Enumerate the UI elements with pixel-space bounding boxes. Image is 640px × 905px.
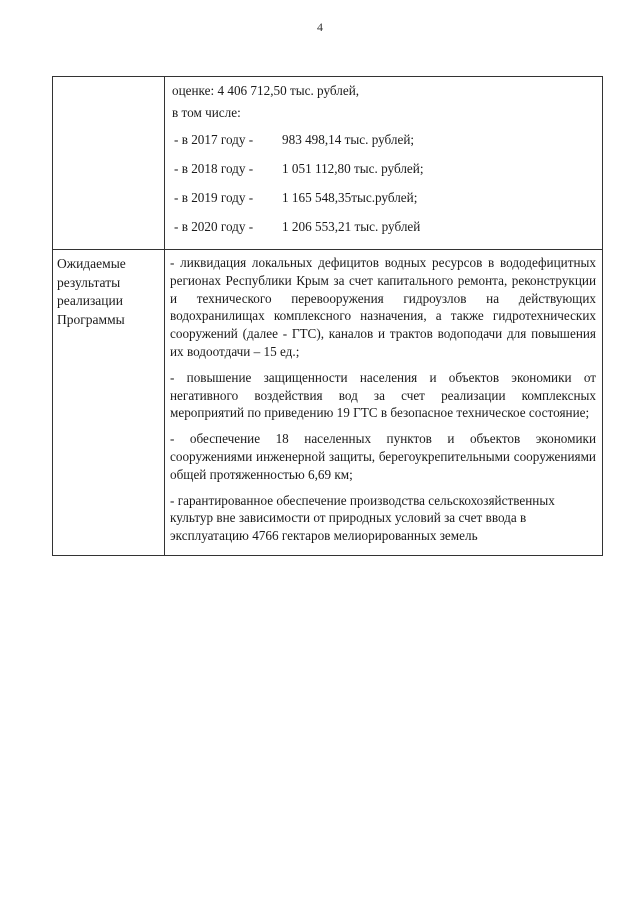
funding-label-cell bbox=[53, 77, 165, 250]
funding-year-label: - в 2020 году - bbox=[174, 218, 254, 234]
funding-year-amount: 1 206 553,21 тыс. рублей bbox=[282, 218, 421, 234]
result-item: - гарантированное обеспечение производства сельскохозяйственных культур вне зависимости от природных условий за счет ввода в эксплуатацию 4766 гектаров мелиорированных земель bbox=[170, 492, 555, 544]
funding-year-label: - в 2017 году - bbox=[174, 131, 254, 147]
funding-year-amount: 1 051 112,80 тыс. рублей; bbox=[282, 160, 424, 176]
funding-cell bbox=[165, 77, 603, 250]
funding-year-row bbox=[172, 183, 596, 212]
funding-year-amount: 983 498,14 тыс. рублей; bbox=[282, 131, 415, 147]
funding-year-row bbox=[172, 212, 596, 241]
result-item: - обеспечение 18 населенных пунктов и объектов экономики сооружениями инженерной защиты, берегоукрепительными сооружениями общей протяженностью 6,69 км; bbox=[170, 431, 596, 482]
results-cell bbox=[165, 250, 603, 556]
funding-year-label: - в 2018 году - bbox=[174, 160, 254, 176]
funding-year-row bbox=[172, 125, 596, 154]
page-number: 4 bbox=[317, 20, 323, 34]
results-row bbox=[53, 250, 603, 556]
funding-including-line: в том числе: bbox=[172, 105, 241, 120]
results-label: Ожидаемые результаты реализации Программы bbox=[57, 256, 126, 327]
funding-row bbox=[53, 77, 603, 250]
result-item: - повышение защищенности населения и объектов экономики от негативного воздействия вод за счет реализации комплексных мероприятий по приведению 19 ГТС в безопасное техническое состояние; bbox=[170, 369, 596, 421]
funding-total-line: оценке: 4 406 712,50 тыс. рублей, bbox=[172, 83, 360, 98]
program-table bbox=[52, 76, 603, 556]
result-item: - ликвидация локальных дефицитов водных ресурсов в вододефицитных регионах Республики Крым за счет капитального ремонта, реконструкции и технического перевооружения гидроузлов на действующих водохранилищах комплексного назначения, а также гидротехнических сооружений (далее - ГТС), каналов и трактов водоподачи для повышения их водоотдачи – 15 ед.; bbox=[170, 255, 596, 359]
funding-year-label: - в 2019 году - bbox=[174, 189, 254, 205]
results-label-cell bbox=[53, 250, 165, 556]
funding-year-amount: 1 165 548,35тыс.рублей; bbox=[282, 189, 418, 205]
funding-year-row bbox=[172, 154, 596, 183]
